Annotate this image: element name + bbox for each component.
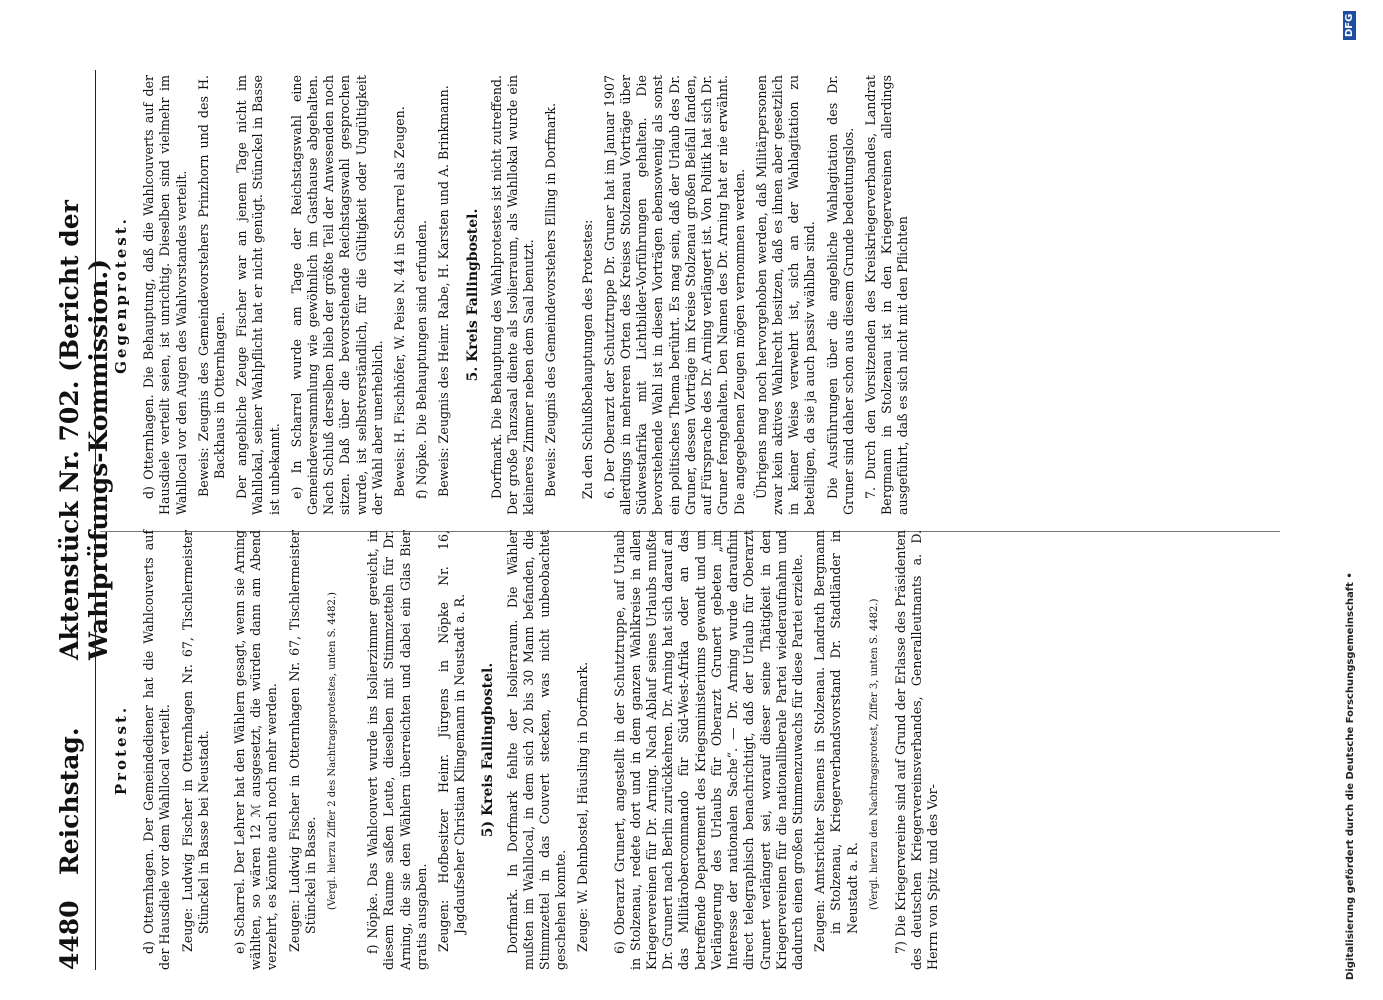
gegen-e: e) In Scharrel wurde am Tage der Reichstagswahl eine Gemeindeversammlung wie gewöhnlich im Gasthause abgehalten. Nach Schluß derselben blieb der größte Teil der Anwesenden noch sitzen. Daß über die bevorstehende Reichstagswahl gesprochen wurde, ist selbstverständlich, für die Gültigkeit oder Ungültigkeit der Wahl aber unerheblich.	[288, 75, 385, 515]
gegen-f-proof: Beweis: Zeugnis des Heinr. Rabe, H. Karsten und A. Brinkmann.	[436, 85, 452, 497]
protest-heading: Protest.	[112, 704, 130, 796]
protest-6-reference: (Vergl. hierzu den Nachtragsprotest, Ziffer 3, unten S. 4482.)	[868, 598, 880, 910]
protest-column	[105, 530, 948, 970]
gegenprotest-column	[105, 75, 918, 515]
gegen-7: 7. Durch den Vorsitzenden des Kreiskriegerverbandes, Landrat Bergmann in Stolzenau ist in den Kriegervereinen allerdings ausgeführt, daß es sich nicht mit den Pflichten	[862, 75, 911, 515]
gegen-d-extra: Der angebliche Zeuge Fischer war an jenem Tage nicht im Wahllokal, seiner Wahlpflicht hat er nicht genügt. Stünckel in Basse ist unbekannt.	[234, 75, 282, 515]
protest-d: d) Otternhagen. Der Gemeindediener hat die Wahlcouverts auf der Hausdiele vor dem Wahllocal verteilt.	[141, 530, 173, 970]
gegenprotest-heading: Gegenprotest.	[112, 216, 130, 374]
running-title: Reichstag.	[55, 727, 84, 875]
gegen-d-proof: Beweis: Zeugnis des Gemeindevorstehers Prinzhorn und des H. Backhaus in Otternhagen.	[195, 75, 228, 497]
protest-6-witnesses: Zeugen: Amtsrichter Siemens in Stolzenau. Landrath Bergmann in Stolzenau, Kriegerverbandsvorstand Dr. Stadtländer in Neustadt a. R.	[812, 530, 860, 952]
document-title: Aktenstück Nr. 702. (Bericht der Wahlprüfungs-Kommission.)	[55, 200, 113, 660]
protest-f-witnesses: Zeugen: Hofbesitzer Heinr. Jürgens in Nöpke Nr. 16, Jagdaufseher Christian Klingemann in Neustadt a. R.	[436, 530, 468, 952]
page-header	[55, 70, 113, 970]
protest-e: e) Scharrel. Der Lehrer hat den Wählern gesagt, wenn sie Arning wählten, so wären 12 ℳ ausgesetzt, die würden dann am Abend verzehrt, es könnte auch noch mehr werden.	[232, 530, 280, 970]
gegen-6: 6. Der Oberarzt der Schutztruppe Dr. Gruner hat im Januar 1907 allerdings in mehreren Orten des Kreises Stolzenau Vorträge über Südwestafrika mit Lichtbilder-Vorführungen gehalten. Die bevorstehende Wahl ist in diesen Vorträgen ebensowenig als sonst ein politisches Thema berührt. Es mag sein, daß der Urlaub des Dr. Gruner, dessen Vorträge im Kreise Stolzenau großen Beifall fanden, auf Fürsprache des Dr. Arning verlängert ist. Von Politik hat sich Dr. Gruner ferngehalten. Den Namen des Dr. Arning hat er nie erwähnt. Die angegebenen Zeugen mögen vernommen werden.	[601, 75, 747, 515]
gegen-dorfmark-proof: Beweis: Zeugnis des Gemeindevorstehers Elling in Dorfmark.	[543, 102, 559, 497]
protest-d-witness: Zeuge: Ludwig Fischer in Otternhagen Nr. 67, Tischlermeister Stünckel in Basse bei Neustadt.	[179, 530, 211, 952]
gegen-d: d) Otternhagen. Die Behauptung, daß die Wahlcouverts auf der Hausdiele verteilt seien, ist unrichtig. Dieselben sind vielmehr im Wahllocal vor den Augen des Wahlvorstandes verteilt.	[141, 75, 189, 515]
header-rule	[95, 70, 96, 970]
dfg-logo: DFG	[1343, 11, 1356, 40]
protest-e-witnesses: Zeugen: Ludwig Fischer in Otternhagen Nr. 67, Tischlermeister Stünckel in Basse.	[286, 530, 318, 952]
digitization-credit: Digitalisierung gefördert durch die Deutsche Forschungsgemeinschaft •	[1345, 572, 1356, 980]
protest-dorfmark-witness: Zeuge: W. Dehnbostel, Häusling in Dorfmark.	[575, 661, 591, 952]
gegen-dorfmark: Dorfmark. Die Behauptung des Wahlprotestes ist nicht zutreffend. Der große Tanzsaal diente als Isolierraum, als Wahllokal wurde ein kleineres Zimmer neben dem Saal benutzt.	[488, 75, 537, 515]
gegen-kreis-heading: 5. Kreis Fallingbostel.	[464, 208, 481, 382]
gegen-6-b: Übrigens mag noch hervorgehoben werden, daß Militärpersonen zwar kein aktives Wahlrecht besitzen, daß es ihnen aber gesetzlich in keiner Weise verwehrt ist, sich an der Wahlagitation zu beteiligen, da sie ja auch passiv wählbar sind.	[753, 75, 818, 515]
gegen-schluss: Zu den Schlußbehauptungen des Protestes:	[579, 219, 595, 499]
protest-e-reference: (Vergl. hierzu Ziffer 2 des Nachtragsprotestes, unten S. 4482.)	[327, 592, 339, 910]
gegen-6-c: Die Ausführungen über die angebliche Wahlagitation des Dr. Gruner sind daher schon aus diesem Grunde bedeutungslos.	[824, 75, 856, 515]
gegen-f: f) Nöpke. Die Behauptungen sind erfunden.	[414, 220, 430, 499]
protest-f: f) Nöpke. Das Wahlcouvert wurde ins Isolierzimmer gereicht, in diesem Raume saßen Leute, dieselben mit Stimmzetteln für Dr. Arning, die sie den Wählern überreichten und dabei ein Glas Bier gratis ausgaben.	[365, 530, 429, 970]
protest-dorfmark: Dorfmark. In Dorfmark fehlte der Isolierraum. Die Wähler mußten im Wahllocal, in dem sich 20 bis 30 Mann befanden, die Stimmzettel in das Couvert stecken, was nicht unbeobachtet geschehen konnte.	[504, 530, 569, 970]
protest-7: 7) Die Kriegervereine sind auf Grund der Erlasse des Präsidenten des deutschen Kriegervereinsverbandes, Generalleutnants a. D. Herrn von Spitz und des Vor-	[892, 530, 941, 970]
protest-kreis-heading: 5) Kreis Fallingbostel.	[480, 662, 497, 838]
protest-6: 6) Oberarzt Grunert, angestellt in der Schutztruppe, auf Urlaub in Stolzenau, redete dort und in dem ganzen Wahlkreise in allen Kriegervereinen für Dr. Arning. Nach Ablauf seines Urlaubs mußte Dr. Grunert nach Berlin zurückkehren. Dr. Arning hat sich darauf an das Militärobercommando für Süd-West-Afrika oder an das betreffende Departement des Kriegsministeriums gewandt und um Verlängerung des Urlaubs für Oberarzt Grunert gebeten „im Interesse der nationalen Sache“. — Dr. Arning wurde daraufhin direct telegraphisch benachrichtigt, daß der Urlaub für Oberarzt Grunert verlängert sei, worauf dieser seine Thätigkeit in den Kriegervereinen für die nationalliberale Partei wiederaufnahm und dadurch einen großen Stimmenzuwachs für diese Partei erzielte.	[611, 530, 805, 970]
page-number: 4480	[55, 900, 84, 970]
gegen-e-proof: Beweis: H. Fischhöfer, W. Peise N. 44 in Scharrel als Zeugen.	[392, 106, 408, 497]
